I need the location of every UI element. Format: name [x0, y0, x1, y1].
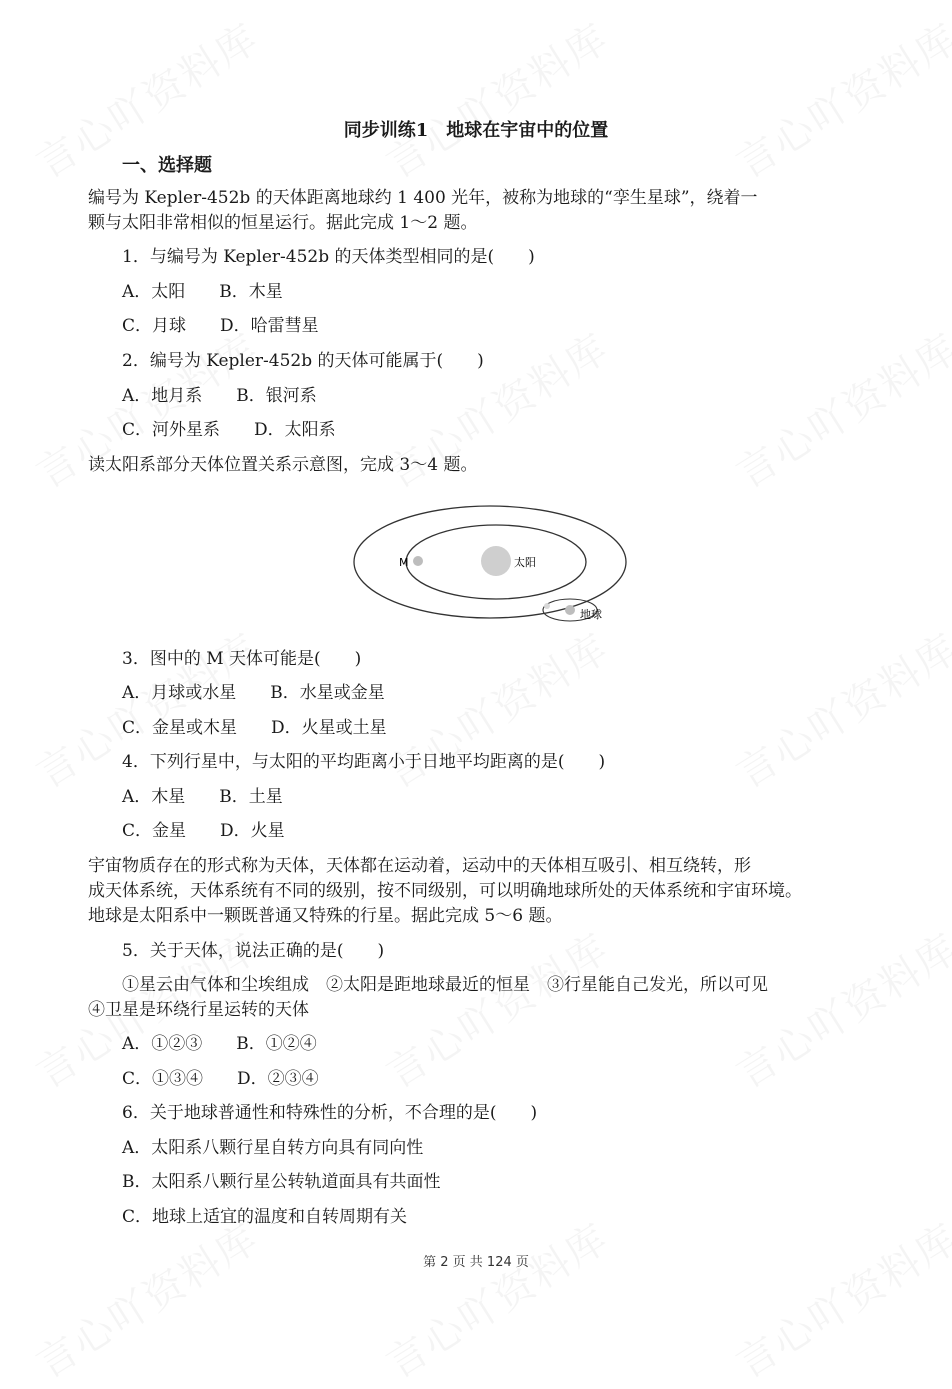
page-title: 同步训练1 地球在宇宙中的位置 [343, 120, 609, 141]
question-4-options-row: A．木星 B．土星 [122, 787, 283, 807]
question-6-option-a: A．太阳系八颗行星自转方向具有同向性 [122, 1138, 424, 1158]
question-4-stem: 4．下列行星中，与太阳的平均距离小于日地平均距离的是( ) [122, 752, 606, 772]
question-1-options-row: A．太阳 B．木星 [122, 282, 283, 302]
watermark [724, 8, 952, 190]
intro-paragraph-line: 地球是太阳系中一颗既普通又特殊的行星。据此完成 5～6 题。 [88, 906, 563, 926]
sun [481, 546, 511, 576]
question-5-options-row: C．①③④ D．②③④ [122, 1069, 319, 1089]
question-5-statements: ④卫星是环绕行星运转的天体 [88, 1000, 309, 1020]
question-6-option-b: B．太阳系八颗行星公转轨道面具有共面性 [122, 1172, 441, 1192]
intro-paragraph-line: 宇宙物质存在的形式称为天体，天体都在运动着，运动中的天体相互吸引、相互绕转，形 [88, 856, 751, 876]
question-3-options-row: C．金星或木星 D．火星或土星 [122, 718, 387, 738]
question-1-stem: 1．与编号为 Kepler-452b 的天体类型相同的是( ) [122, 247, 535, 267]
question-6-stem: 6．关于地球普通性和特殊性的分析，不合理的是( ) [122, 1103, 538, 1123]
solar-system-diagram [350, 496, 640, 626]
question-2-options-row: A．地月系 B．银河系 [122, 386, 317, 406]
question-2-stem: 2．编号为 Kepler-452b 的天体可能属于( ) [122, 351, 484, 371]
question-3-stem: 3．图中的 M 天体可能是( ) [122, 649, 362, 669]
sun-label: 太阳 [514, 556, 536, 569]
question-1-options-row: C．月球 D．哈雷彗星 [122, 316, 319, 336]
question-2-options-row: C．河外星系 D．太阳系 [122, 420, 336, 440]
m-body [413, 556, 423, 566]
intro-paragraph-line: 读太阳系部分天体位置关系示意图，完成 3～4 题。 [88, 455, 478, 475]
question-5-options-row: A．①②③ B．①②④ [122, 1034, 317, 1054]
question-5-statements: ①星云由气体和尘埃组成 ②太阳是距地球最近的恒星 ③行星能自己发光，所以可见 [122, 975, 768, 995]
earth-label: 地球 [580, 608, 602, 621]
section-heading: 一、选择题 [122, 155, 212, 176]
moon [544, 603, 550, 609]
earth [565, 605, 575, 615]
intro-paragraph-line: 编号为 Kepler-452b 的天体距离地球约 1 400 光年，被称为地球的“孪生星球”，绕着一 [88, 188, 758, 208]
m-label: M [399, 556, 409, 569]
watermark [724, 618, 952, 800]
question-5-stem: 5．关于天体，说法正确的是( ) [122, 941, 385, 961]
intro-paragraph-line: 颗与太阳非常相似的恒星运行。据此完成 1～2 题。 [88, 213, 478, 233]
question-4-options-row: C．金星 D．火星 [122, 821, 285, 841]
question-3-options-row: A．月球或水星 B．水星或金星 [122, 683, 385, 703]
watermark [374, 8, 618, 190]
watermark [724, 1208, 952, 1389]
question-6-option-c: C．地球上适宜的温度和自转周期有关 [122, 1207, 408, 1227]
watermark [24, 1208, 268, 1389]
intro-paragraph-line: 成天体系统，天体系统有不同的级别，按不同级别，可以明确地球所处的天体系统和宇宙环境。 [88, 881, 802, 901]
page-footer: 第 2 页 共 124 页 [423, 1255, 529, 1270]
watermark [374, 1208, 618, 1389]
